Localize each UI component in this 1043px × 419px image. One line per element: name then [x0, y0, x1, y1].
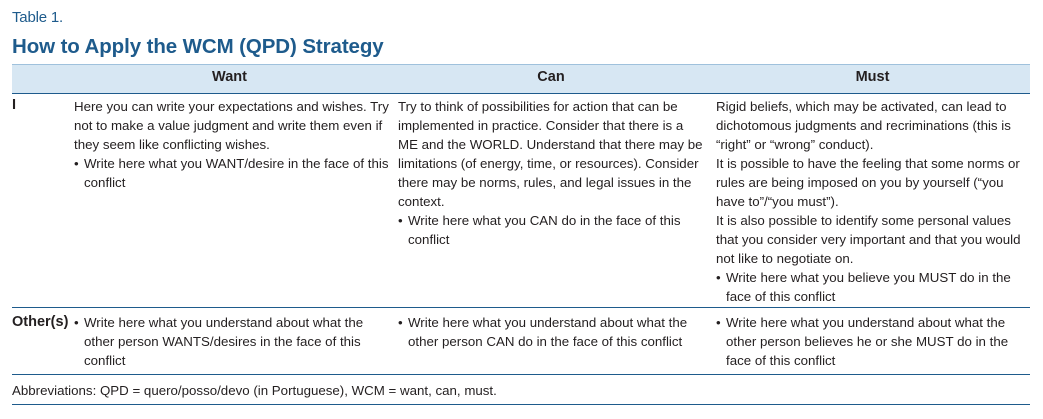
bullet-text: Write here what you understand about what the other person CAN do in the face of this conflict	[408, 315, 688, 349]
footnote-rule	[12, 404, 1030, 405]
list-item	[74, 313, 390, 370]
column-header-can: Can	[537, 69, 565, 85]
bullet-text: Write here what you understand about what the other person WANTS/desires in the face of this conflict	[84, 315, 364, 368]
cell-others-want	[74, 313, 390, 370]
column-header-want: Want	[212, 69, 247, 85]
list-item	[74, 154, 390, 192]
cell-others-must	[716, 313, 1032, 370]
bullet-text: Write here what you understand about what the other person believes he or she MUST do in the face of this conflict	[726, 315, 1009, 368]
table-footnote: Abbreviations: QPD = quero/posso/devo (in Portuguese), WCM = want, can, must.	[12, 383, 497, 398]
bullet-text: Write here what you WANT/desire in the face of this conflict	[84, 156, 389, 190]
row-label-others: Other(s)	[12, 314, 69, 330]
bullet-icon: •	[398, 315, 403, 330]
cell-paragraph: Rigid beliefs, which may be activated, can lead to dichotomous judgments and recriminations (this is “right” or “wrong” conduct).	[716, 99, 1011, 152]
cell-i-must	[716, 97, 1032, 306]
bullet-icon: •	[716, 270, 721, 285]
table-label: Table 1.	[12, 9, 63, 26]
cell-i-want	[74, 97, 390, 192]
cell-paragraph: It is also possible to identify some personal values that you consider very important and that you would not like to negotiate on.	[716, 213, 1021, 266]
bullet-icon: •	[398, 213, 403, 228]
cell-paragraph: Try to think of possibilities for action that can be implemented in practice. Consider that there is a ME and the WORLD. Understand that there may be limitations (of energy, time, or resources). Consider there may be norms, rules, and legal issues in the context.	[398, 99, 703, 209]
table-title: How to Apply the WCM (QPD) Strategy	[12, 35, 384, 58]
cell-others-can	[398, 313, 704, 351]
list-item	[398, 211, 704, 249]
row-divider	[12, 307, 1030, 308]
row-label-i: I	[12, 97, 17, 113]
column-header-must: Must	[855, 69, 890, 85]
list-item	[716, 268, 1032, 306]
list-item	[398, 313, 704, 351]
bullet-text: Write here what you CAN do in the face of this conflict	[408, 213, 681, 247]
list-item	[716, 313, 1032, 370]
bullet-icon: •	[74, 156, 79, 171]
cell-paragraph: It is possible to have the feeling that some norms or rules are being imposed on you by yourself (“you have to”/“you must”).	[716, 156, 1020, 209]
table-bottom-rule	[12, 374, 1030, 375]
cell-i-can	[398, 97, 704, 249]
bullet-icon: •	[716, 315, 721, 330]
bullet-text: Write here what you believe you MUST do in the face of this conflict	[726, 270, 1011, 304]
cell-paragraph: Here you can write your expectations and wishes. Try not to make a value judgment and write them even if they seem like conflicting wishes.	[74, 99, 389, 152]
bullet-icon: •	[74, 315, 79, 330]
